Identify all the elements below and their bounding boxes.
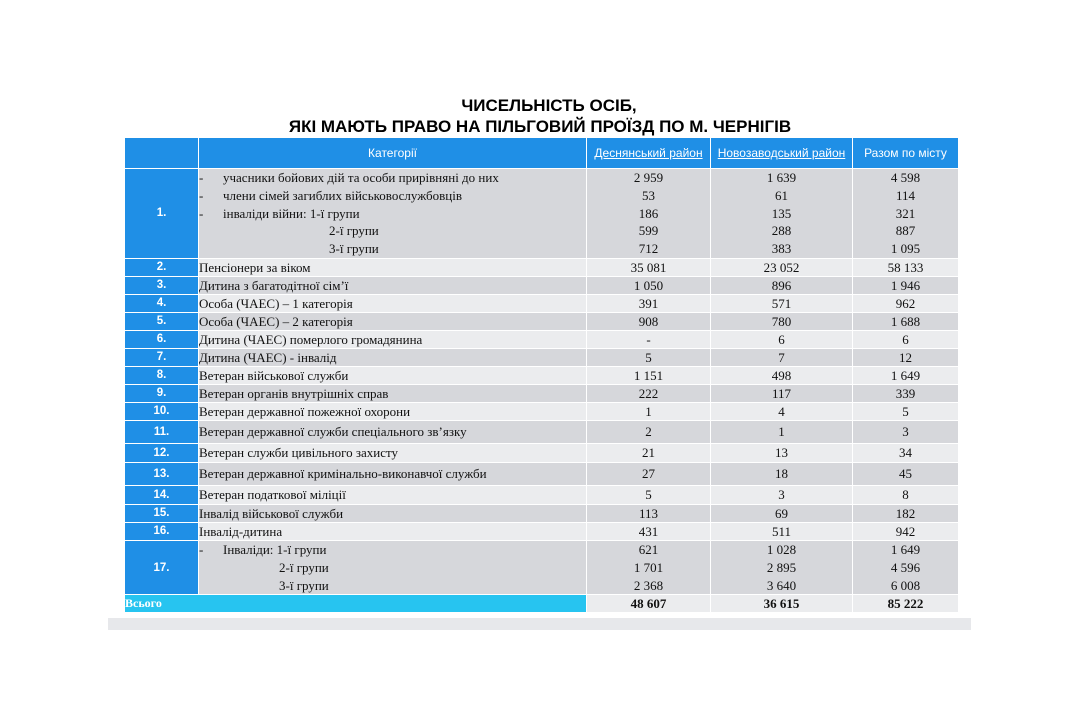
row-value-novozavodskyi: 18 — [711, 462, 853, 485]
total-label: Всього — [125, 595, 587, 613]
row-category: Інвалід військової служби — [199, 504, 587, 522]
table-header-row — [125, 138, 959, 169]
row-value-desnianskyi: 5 — [587, 348, 711, 366]
row-value-total: 1 649 — [853, 366, 959, 384]
row-category: Ветеран державної служби спеціального зв’язку — [199, 420, 587, 443]
row-value-novozavodskyi: 1 639 61 135 288 383 — [711, 169, 853, 259]
row-value-novozavodskyi: 571 — [711, 294, 853, 312]
table-row — [125, 294, 959, 312]
table-row — [125, 485, 959, 504]
table-row — [125, 522, 959, 540]
table-row — [125, 420, 959, 443]
row-category: Ветеран служби цивільного захисту — [199, 443, 587, 462]
table-row — [125, 330, 959, 348]
row-category: Ветеран військової служби — [199, 366, 587, 384]
table-row — [125, 258, 959, 276]
row-number: 1. — [125, 169, 199, 259]
row-value-desnianskyi: 391 — [587, 294, 711, 312]
row-number: 5. — [125, 312, 199, 330]
row-value-novozavodskyi: 498 — [711, 366, 853, 384]
row-number: 3. — [125, 276, 199, 294]
table-row-group-1 — [125, 169, 959, 259]
title-line-1: ЧИСЕЛЬНІСТЬ ОСІБ, — [461, 96, 637, 115]
row-value-total: 45 — [853, 462, 959, 485]
row-value-novozavodskyi: 1 — [711, 420, 853, 443]
table-row — [125, 348, 959, 366]
row-number: 14. — [125, 485, 199, 504]
row-value-total: 34 — [853, 443, 959, 462]
header-number-cell — [125, 138, 199, 169]
total-desnianskyi: 48 607 — [587, 595, 711, 613]
row-category: Дитина (ЧАЕС) померлого громадянина — [199, 330, 587, 348]
slide-bottom-bar — [108, 618, 971, 630]
row-value-desnianskyi: 1 — [587, 402, 711, 420]
total-row — [125, 595, 959, 613]
row-value-novozavodskyi: 896 — [711, 276, 853, 294]
row-value-desnianskyi: 621 1 701 2 368 — [587, 540, 711, 594]
row-value-novozavodskyi: 23 052 — [711, 258, 853, 276]
table-row — [125, 402, 959, 420]
row-number: 2. — [125, 258, 199, 276]
row-category: Ветеран державної пожежної охорони — [199, 402, 587, 420]
row-category: Ветеран державної кримінально-виконавчої служби — [199, 462, 587, 485]
table-row — [125, 384, 959, 402]
row-value-novozavodskyi: 511 — [711, 522, 853, 540]
table-row — [125, 366, 959, 384]
row-value-novozavodskyi: 6 — [711, 330, 853, 348]
row-value-total: 8 — [853, 485, 959, 504]
row-number: 12. — [125, 443, 199, 462]
row-value-total: 1 688 — [853, 312, 959, 330]
header-city-total: Разом по місту — [853, 138, 959, 169]
row-value-total: 12 — [853, 348, 959, 366]
row-value-desnianskyi: 2 959 53 186 599 712 — [587, 169, 711, 259]
row-number: 11. — [125, 420, 199, 443]
row-category: - учасники бойових дій та особи прирівняні до них - члени сімей загиблих військовослужбовців - інваліди війни: 1-ї групи 2-ї групи 3-ї групи — [199, 169, 587, 259]
table-row — [125, 312, 959, 330]
row-value-total: 6 — [853, 330, 959, 348]
row-value-desnianskyi: 21 — [587, 443, 711, 462]
page-title — [0, 95, 1080, 137]
row-value-desnianskyi: 1 151 — [587, 366, 711, 384]
row-number: 16. — [125, 522, 199, 540]
row-value-desnianskyi: 113 — [587, 504, 711, 522]
table-row — [125, 462, 959, 485]
row-value-desnianskyi: 908 — [587, 312, 711, 330]
row-value-novozavodskyi: 3 — [711, 485, 853, 504]
row-value-total: 182 — [853, 504, 959, 522]
title-line-2: ЯКІ МАЮТЬ ПРАВО НА ПІЛЬГОВИЙ ПРОЇЗД ПО М. ЧЕРНІГІВ — [288, 117, 792, 136]
row-value-total: 3 — [853, 420, 959, 443]
row-value-novozavodskyi: 780 — [711, 312, 853, 330]
benefits-table — [124, 137, 959, 613]
table-row — [125, 504, 959, 522]
row-category: Дитина (ЧАЕС) - інвалід — [199, 348, 587, 366]
row-value-desnianskyi: - — [587, 330, 711, 348]
row-value-total: 942 — [853, 522, 959, 540]
table-row — [125, 276, 959, 294]
row-number: 15. — [125, 504, 199, 522]
row-number: 7. — [125, 348, 199, 366]
row-value-novozavodskyi: 117 — [711, 384, 853, 402]
row-number: 8. — [125, 366, 199, 384]
row-number: 10. — [125, 402, 199, 420]
row-category: Пенсіонери за віком — [199, 258, 587, 276]
row-number: 6. — [125, 330, 199, 348]
row-category: Особа (ЧАЕС) – 1 категорія — [199, 294, 587, 312]
row-value-desnianskyi: 5 — [587, 485, 711, 504]
row-category: Інвалід-дитина — [199, 522, 587, 540]
row-value-novozavodskyi: 13 — [711, 443, 853, 462]
row-value-desnianskyi: 27 — [587, 462, 711, 485]
header-desnianskyi: Деснянський район — [587, 138, 711, 169]
row-value-total: 58 133 — [853, 258, 959, 276]
row-value-desnianskyi: 2 — [587, 420, 711, 443]
total-city: 85 222 — [853, 595, 959, 613]
row-category: Ветеран органів внутрішніх справ — [199, 384, 587, 402]
table-row-group-17 — [125, 540, 959, 594]
row-value-desnianskyi: 35 081 — [587, 258, 711, 276]
row-value-novozavodskyi: 4 — [711, 402, 853, 420]
row-category: Ветеран податкової міліції — [199, 485, 587, 504]
row-value-novozavodskyi: 7 — [711, 348, 853, 366]
total-novozavodskyi: 36 615 — [711, 595, 853, 613]
row-number: 13. — [125, 462, 199, 485]
row-value-desnianskyi: 222 — [587, 384, 711, 402]
row-value-total: 962 — [853, 294, 959, 312]
row-value-total: 4 598 114 321 887 1 095 — [853, 169, 959, 259]
row-category: - Інваліди: 1-ї групи 2-ї групи 3-ї групи — [199, 540, 587, 594]
row-value-total: 1 946 — [853, 276, 959, 294]
row-category: Дитина з багатодітної сім’ї — [199, 276, 587, 294]
table-row — [125, 443, 959, 462]
row-value-desnianskyi: 431 — [587, 522, 711, 540]
header-novozavodskyi: Новозаводський район — [711, 138, 853, 169]
row-number: 4. — [125, 294, 199, 312]
row-category: Особа (ЧАЕС) – 2 категорія — [199, 312, 587, 330]
row-number: 17. — [125, 540, 199, 594]
row-value-total: 1 649 4 596 6 008 — [853, 540, 959, 594]
row-value-total: 5 — [853, 402, 959, 420]
row-value-total: 339 — [853, 384, 959, 402]
header-category: Категорії — [199, 138, 587, 169]
row-number: 9. — [125, 384, 199, 402]
row-value-novozavodskyi: 1 028 2 895 3 640 — [711, 540, 853, 594]
row-value-desnianskyi: 1 050 — [587, 276, 711, 294]
row-value-novozavodskyi: 69 — [711, 504, 853, 522]
